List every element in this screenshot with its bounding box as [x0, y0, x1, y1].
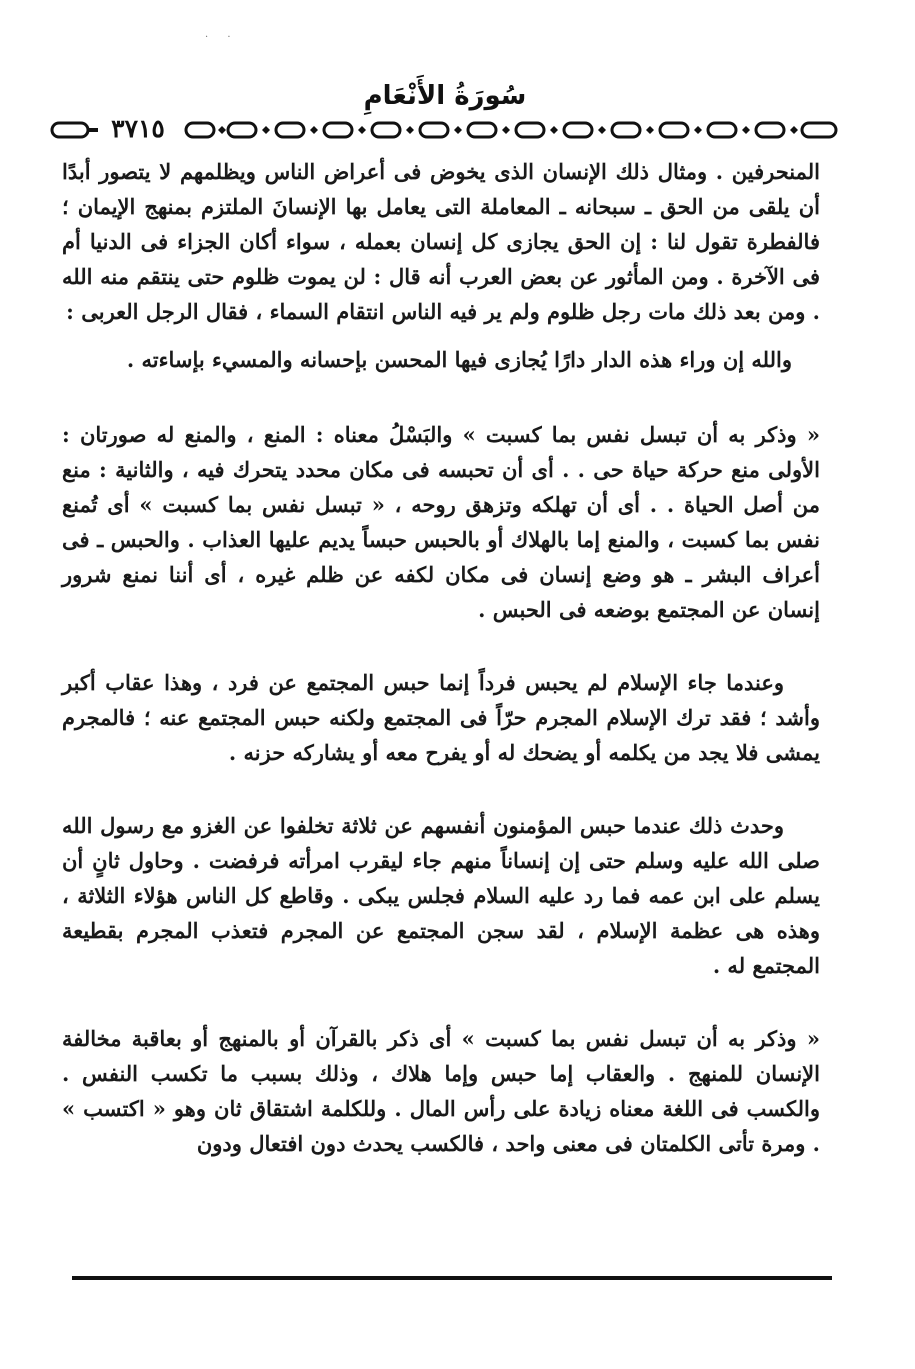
paragraph-3: وعندما جاء الإسلام لم يحبس فرداً إنما حبس المجتمع عن فرد ، وهذا عقاب أكبر وأشد ؛ فقد ترك الإسلام المجرم حرّاً فى المجتمع ولكنه حبس المجتمع عنه ؛ فالمجرم يمشى فلا يجد من يكلمه أو يضحك له أو يفرح معه أو يشاركه حزنه .: [62, 670, 820, 765]
paragraph-2: « وذكر به أن تبسل نفس بما كسبت » والبَسْلُ معناه : المنع ، والمنع له صورتان : الأولى منع حركة حياة حى . . أى أن تحبسه فى مكان محدد يتحرك فيه ، والثانية : منع من أصل الحياة . . أى أن تهلكه وتزهق روحه ، « تبسل نفس بما كسبت » أى تُمنع نفس بما كسبت ، والمنع إما بالهلاك أو بالحبس حبساً يديم عليها العذاب . والحبس ـ فى أعراف البشر ـ هو وضع إنسان فى مكان لكفه عن ظلم غيره ، أى أننا نمنع شرور إنسان عن المجتمع بوضعه فى الحبس .: [62, 422, 820, 622]
footer-rule: [72, 1276, 832, 1280]
surah-title: سُورَةُ الأَنْعَامِ: [363, 81, 527, 111]
page-body-text: [62, 154, 820, 1161]
quoted-saying: والله إن وراء هذه الدار دارًا يُجازى فيها المحسن بإحسانه والمسيء بإساءته .: [126, 347, 792, 372]
paragraph-4: وحدث ذلك عندما حبس المؤمنون أنفسهم عن ثلاثة تخلفوا عن الغزو مع رسول الله صلى الله عليه وسلم حتى إن إنساناً منهم جاء ليقرب امرأته فرفضت . وحاول ثانٍ أن يسلم على ابن عمه فما رد عليه السلام فجلس يبكى . وقاطع كل الناس هؤلاء الثلاثة ، وهذه هى عظمة الإسلام ، لقد سجن المجتمع عن المجرم فتعذب المجرم بقطيعة المجتمع له .: [62, 813, 820, 978]
scan-speck-decoration: · ·: [205, 32, 239, 43]
paragraph-1: المنحرفين . ومثال ذلك الإنسان الذى يخوض فى أعراض الناس ويظلمهم لا يتصور أبدًا أن يلقى من الحق ـ سبحانه ـ المعاملة التى يعامل بها الإنسانَ الملتزم بمنهج الإيمان ؛ فالفطرة تقول لنا : إن الحق يجازى كل إنسان بعمله ، سواء أكان الجزاء فى الدنيا أم فى الآخرة . ومن المأثور عن بعض العرب أنه قال : لن يموت ظلوم حتى ينتقم منه الله . ومن بعد ذلك مات رجل ظلوم ولم ير فيه الناس انتقام السماء ، فقال الرجل العربى :: [62, 159, 820, 324]
page-number: ٣٧١٥: [98, 112, 178, 146]
paragraph-5: « وذكر به أن تبسل نفس بما كسبت » أى ذكر بالقرآن أو بالمنهج أو بعاقبة مخالفة الإنسان للمنهج . والعقاب إما حبس وإما هلاك ، وذلك بسبب ما تكسب النفس . والكسب فى اللغة معناه زيادة على رأس المال . وللكلمة اشتقاق ثان وهو « اكتسب » . ومرة تأتى الكلمتان فى معنى واحد ، فالكسب يحدث دون افتعال ودون: [62, 1026, 820, 1156]
